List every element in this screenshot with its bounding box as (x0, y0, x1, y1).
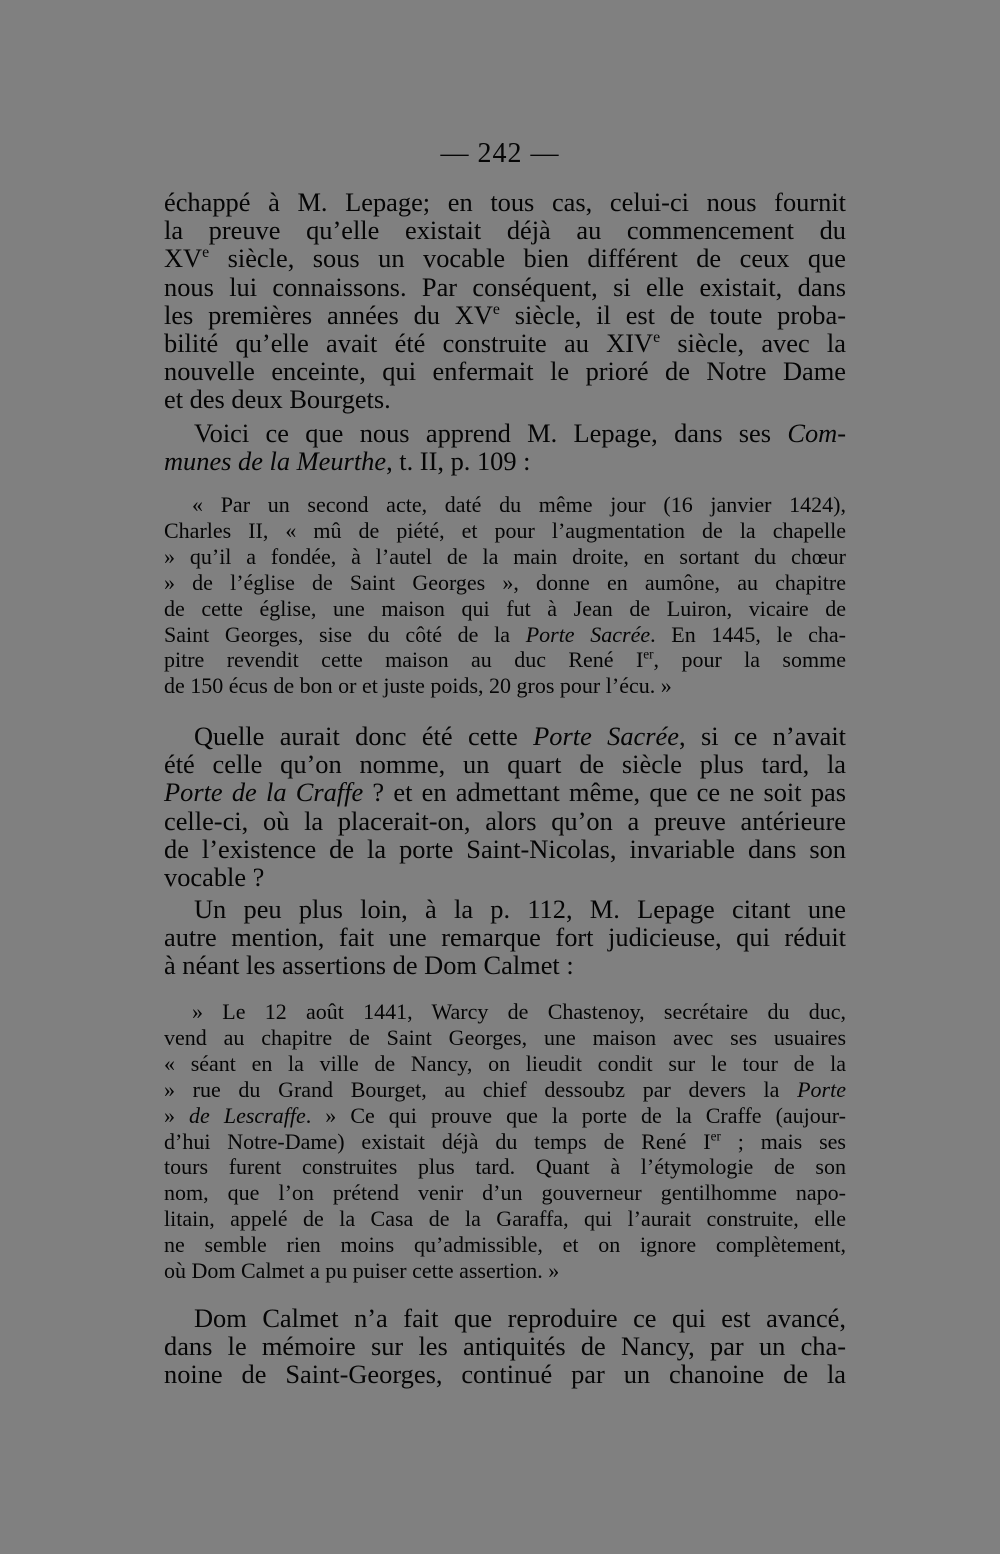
text-line: Charles II, « mû de piété, et pour l’augmentation de la chapelle (164, 517, 846, 543)
text-line: noine de Saint-Georges, continué par un chanoine de la (164, 1359, 846, 1390)
text-line: litain, appelé de la Casa de la Garaffa, qui l’aurait construite, elle (164, 1206, 846, 1232)
text-line: « Par un second acte, daté du même jour (16 janvier 1424), (192, 492, 846, 517)
text-line: » de l’église de Saint Georges », donne en aumône, au chapitre (164, 569, 846, 595)
paragraph-1 (164, 188, 846, 414)
text-line: Saint Georges, sise du côté de la Porte Sacrée. En 1445, le cha- (164, 621, 847, 647)
text-line: et des deux Bourgets. (164, 384, 391, 415)
text-line: dans le mémoire sur les antiquités de Nancy, par un cha- (164, 1331, 846, 1362)
text-line: été celle qu’on nomme, un quart de siècle plus tard, la (164, 749, 846, 780)
text-line: les premières années du XVe siècle, il est de toute proba- (164, 299, 846, 330)
text-line: « séant en la ville de Nancy, on lieudit condit sur le tour de la (164, 1050, 846, 1076)
text-line: de l’existence de la porte Saint-Nicolas, invariable dans son (164, 833, 846, 864)
text-line: vend au chapitre de Saint Georges, une maison avec ses usuaires (164, 1024, 846, 1050)
text-line: tours furent construites plus tard. Quant à l’étymologie de son (164, 1154, 846, 1180)
text-line: Un peu plus loin, à la p. 112, M. Lepage citant une (194, 894, 846, 924)
text-line: ne semble rien moins qu’admissible, et on ignore complètement, (164, 1232, 846, 1258)
text-line: » Le 12 août 1441, Warcy de Chastenoy, secrétaire du duc, (192, 999, 846, 1024)
text-line: échappé à M. Lepage; en tous cas, celui-ci nous fournit (164, 187, 846, 217)
text-line: munes de la Meurthe, t. II, p. 109 : (164, 446, 531, 477)
paragraph-4 (164, 895, 846, 980)
text-line: autre mention, fait une remarque fort judicieuse, qui réduit (164, 922, 846, 953)
paragraph-2 (164, 419, 846, 475)
text-line: la preuve qu’elle existait déjà au commencement du (164, 215, 846, 246)
text-line: d’hui Notre-Dame) existait déjà du temps de René Ier ; mais ses (164, 1128, 846, 1154)
paragraph-3 (164, 722, 846, 891)
text-line: Dom Calmet n’a fait que reproduire ce qui est avancé, (194, 1303, 846, 1333)
quote-block-1 (164, 492, 846, 699)
text-line: nous lui connaissons. Par conséquent, si elle existait, dans (164, 271, 846, 302)
text-line: à néant les assertions de Dom Calmet : (164, 950, 574, 981)
text-line: bilité qu’elle avait été construite au XIVe siècle, avec la (164, 328, 846, 359)
text-line: où Dom Calmet a pu puiser cette assertion. » (164, 1258, 560, 1284)
text-line: vocable ? (164, 862, 265, 893)
page-number: — 242 — (440, 138, 560, 169)
text-line: Porte de la Craffe ? et en admettant même, que ce ne soit pas (164, 777, 847, 808)
text-line: » de Lescraffe. » Ce qui prouve que la porte de la Craffe (aujour- (164, 1102, 846, 1128)
text-line: Voici ce que nous apprend M. Lepage, dans ses Com- (194, 418, 846, 448)
text-line: celle-ci, où la placerait-on, alors qu’on a preuve antérieure (164, 805, 846, 836)
text-line: XVe siècle, sous un vocable bien différent de ceux que (164, 243, 846, 274)
text-line: nouvelle enceinte, qui enfermait le prioré de Notre Dame (164, 356, 846, 387)
quote-block-2 (164, 999, 846, 1284)
text-line: » rue du Grand Bourget, au chief dessoubz par devers la Porte (164, 1076, 846, 1102)
text-line: pitre revendit cette maison au duc René Ier, pour la somme (164, 647, 846, 673)
text-line: de 150 écus de bon or et juste poids, 20 gros pour l’écu. » (164, 673, 672, 699)
text-line: Quelle aurait donc été cette Porte Sacrée, si ce n’avait (194, 721, 846, 751)
text-line: nom, que l’on prétend venir d’un gouverneur gentilhomme napo- (164, 1180, 846, 1206)
paragraph-5 (164, 1304, 846, 1389)
text-line: de cette église, une maison qui fut à Jean de Luiron, vicaire de (164, 595, 846, 621)
text-line: » qu’il a fondée, à l’autel de la main droite, en sortant du chœur (164, 543, 846, 569)
